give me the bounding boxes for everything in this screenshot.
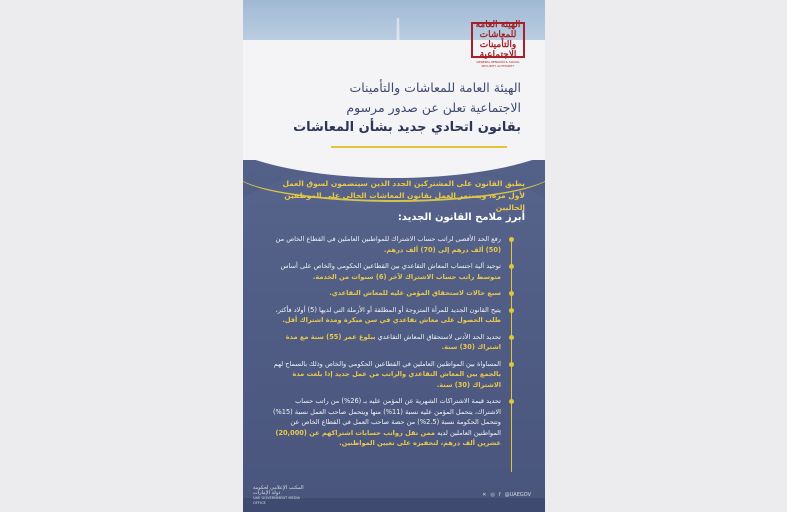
bullet-dot-icon: [509, 399, 514, 404]
feature-highlight: متوسط راتب حساب الاشتراك لآخر (6) سنوات من الخدمة.: [312, 272, 501, 281]
feature-highlight: سبع حالات لاستحقاق المؤمن عليه للمعاش التقاعدي.: [329, 289, 501, 297]
handle-text[interactable]: @UAEGOV: [504, 492, 531, 498]
feature-item: [267, 288, 519, 299]
feature-item: [267, 332, 519, 353]
title-underline: [331, 146, 507, 148]
logo-mark: الهيئة العامة للمعاشات والتأمينات الاجتماعية: [471, 22, 525, 58]
media-office-english: UAE GOVERNMENT MEDIA OFFICE: [253, 496, 301, 505]
feature-highlight: بالجمع بين المعاش التقاعدي والراتب من عمل جديد إذا بلغت مدة الاشتراك (30) سنة.: [292, 370, 501, 389]
logo-english-text: GENERAL PENSION & SOCIAL SECURITY AUTHORITY: [476, 60, 520, 68]
bullet-dot-icon: [509, 237, 514, 242]
feature-item: [267, 359, 519, 391]
authority-logo: [471, 22, 525, 68]
facebook-icon[interactable]: f: [498, 492, 501, 498]
feature-text: المساواة بين المواطنين العاملين في القطاعين الحكومي والخاص وذلك بالسماح لهم: [273, 359, 501, 368]
feature-text: تحديد قيمة الاشتراكات الشهرية عن المؤمن عليه بـ (26%) من راتب حساب الاشتراك، يتحمل المؤمن عليه نسبة (11%) منها ويتحمل صاحب العمل نسبة (15%) وتتحمل الحكومة نسبة (2.5%) من حصة صاحب العمل في القطاع الخاص عن المواطنين العاملين لديه: [272, 397, 501, 437]
bullet-dot-icon: [509, 362, 514, 367]
bullet-dot-icon: [509, 264, 514, 269]
title-line-1: الهيئة العامة للمعاشات والتأمينات: [349, 80, 521, 95]
feature-text: رفع الحد الأقصى لراتب حساب الاشتراك للمواطنين العاملين في القطاع الخاص من: [275, 235, 501, 243]
feature-highlight: (50) ألف درهم إلى (70) ألف درهم.: [383, 245, 501, 254]
twitter-icon[interactable]: ✕: [482, 492, 487, 498]
bullet-dot-icon: [509, 308, 514, 313]
title-line-3: بقانون اتحادي جديد بشأن المعاشات: [293, 120, 521, 135]
page-title: [265, 78, 521, 138]
feature-text: تحديد الحد الأدنى لاستحقاق المعاش التقاعدي: [375, 332, 501, 341]
instagram-icon[interactable]: ◎: [490, 492, 495, 498]
feature-highlight: ببلوغ عمر (55) سنة مع مدة اشتراك (30) سنة.: [285, 332, 501, 351]
feature-highlight: ممن تقل رواتب حسابات اشتراكهم عن (20,000) عشرين ألف درهم، لتحفيزه على تعيين المواطنين.: [275, 428, 501, 447]
feature-item: [267, 396, 519, 449]
features-timeline: [267, 234, 519, 455]
media-office-arabic: المكتب الإعلامي لحكومة دولة الإمارات: [253, 485, 304, 496]
feature-text: يتيح القانون الجديد للمرأة المتزوجة أو المطلقة أو الأرملة التي لديها (5) أولاد فأكثر،: [275, 305, 501, 314]
feature-item: [267, 261, 519, 282]
social-handle: [478, 492, 531, 498]
media-office-logo: [253, 486, 313, 506]
title-line-2: الاجتماعية تعلن عن صدور مرسوم: [346, 100, 521, 115]
feature-text: توحيد آلية احتساب المعاش التقاعدي بين القطاعين الحكومي والخاص على أساس: [280, 262, 501, 270]
feature-item: [267, 305, 519, 326]
bullet-dot-icon: [509, 335, 514, 340]
bullet-dot-icon: [509, 291, 514, 296]
announcement-poster: [243, 0, 545, 512]
features-heading: أبرز ملامح القانون الجديد:: [397, 212, 525, 223]
intro-text: يطبق القانون على المشتركين الجدد الذين سينضمون لسوق العمل لأول مرة، ويستمر العمل بقانون المعاشات الحالي على الموظفين الحاليين: [282, 179, 525, 212]
feature-item: [267, 234, 519, 255]
feature-highlight: طلب الحصول على معاش تقاعدي في سن مبكرة ومدة اشتراك أقل.: [282, 316, 501, 324]
